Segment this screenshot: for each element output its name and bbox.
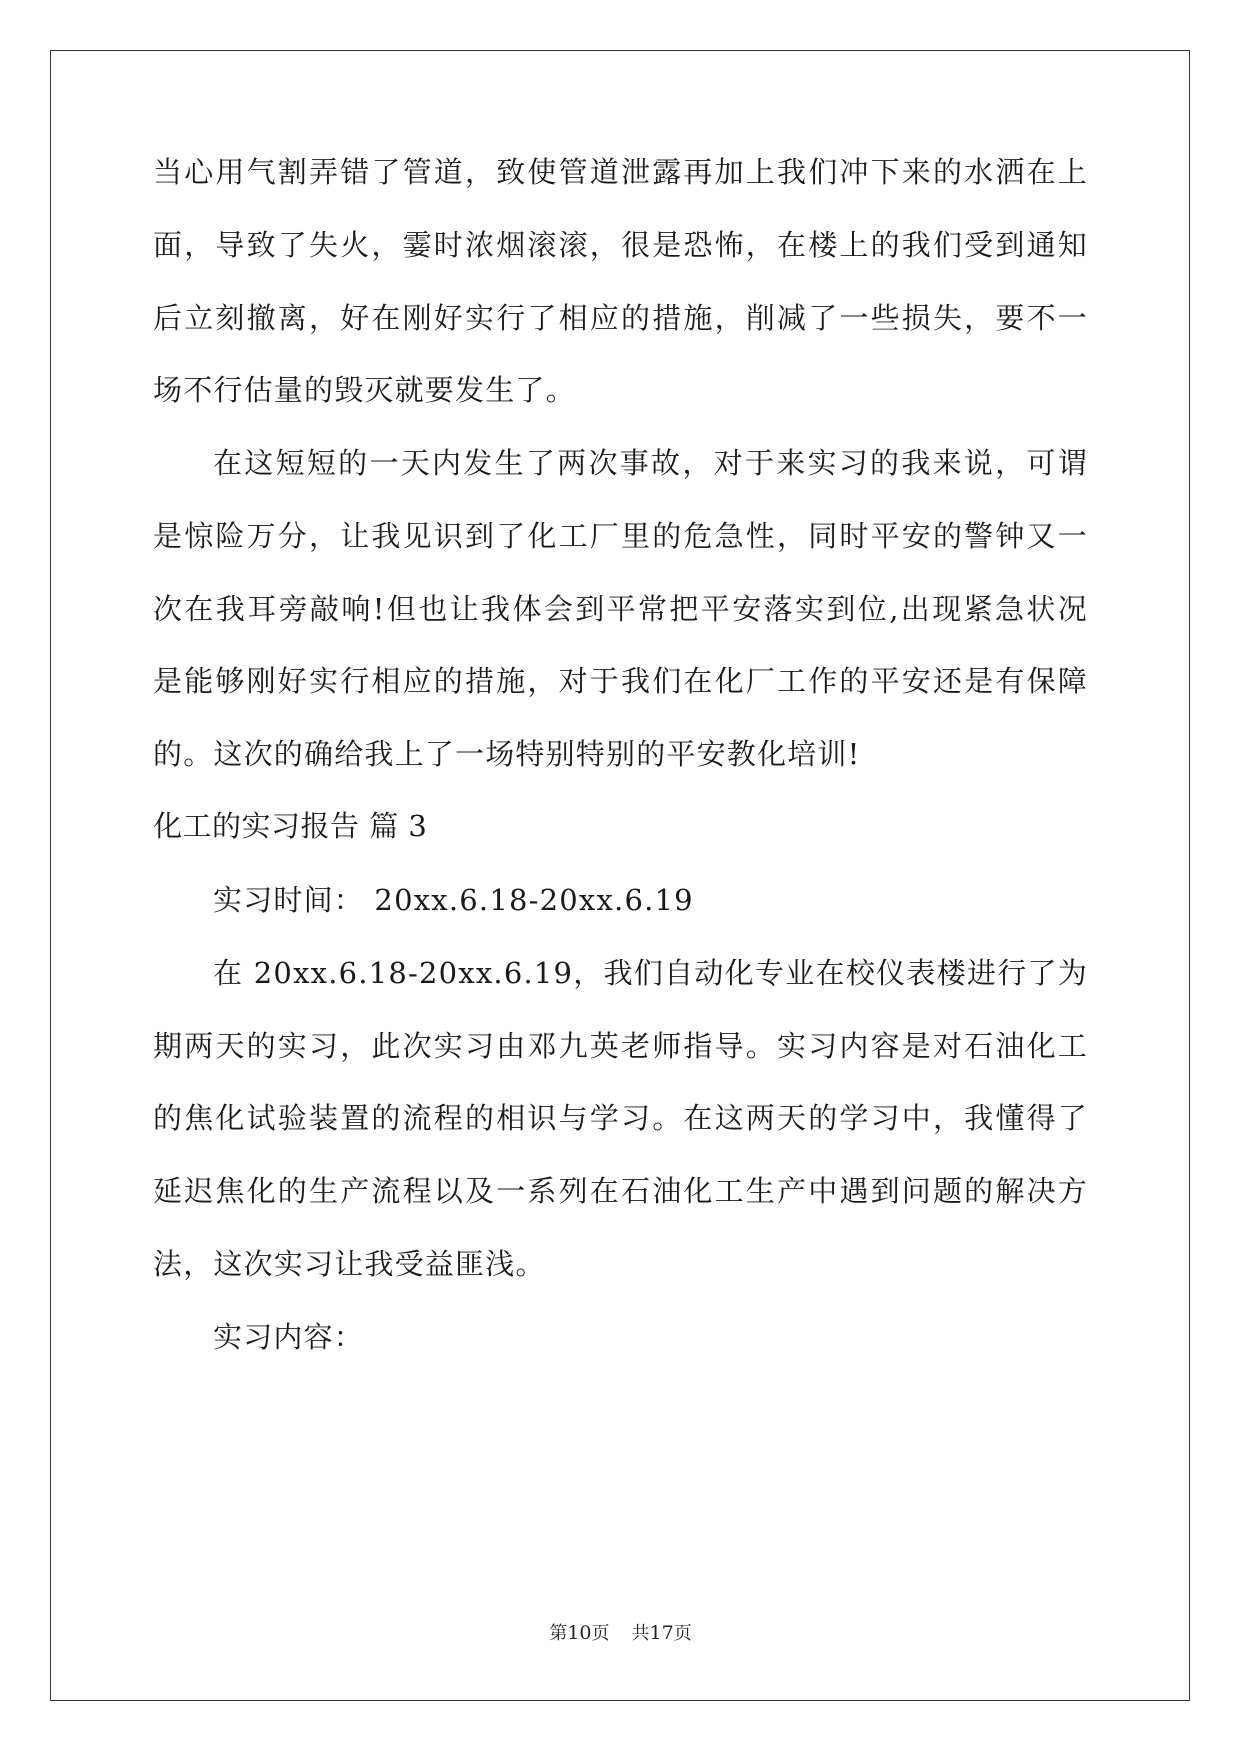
paragraph-line: 后立刻撤离，好在刚好实行了相应的措施，削减了一些损失，要不一 — [153, 301, 1088, 335]
footer-page-suffix: 页 — [591, 1623, 610, 1644]
footer-page-prefix: 第 — [549, 1623, 568, 1644]
section-heading: 化工的实习报告 篇 3 — [153, 809, 428, 843]
paragraph-first-line: 在 20xx.6.18-20xx.6.19，我们自动化专业在校仪表楼进行了为 — [213, 956, 1088, 990]
paragraph-line: 面，导致了失火，霎时浓烟滚滚，很是恐怖，在楼上的我们受到通知 — [153, 228, 1088, 262]
paragraph-line: 期两天的实习，此次实习由邓九英老师指导。实习内容是对石油化工 — [153, 1029, 1088, 1063]
paragraph-line: 延迟焦化的生产流程以及一系列在石油化工生产中遇到问题的解决方 — [153, 1174, 1088, 1208]
paragraph-line: 的焦化试验装置的流程的相识与学习。在这两天的学习中，我懂得了 — [153, 1101, 1088, 1135]
internship-content-label: 实习内容： — [213, 1320, 365, 1354]
page-footer — [0, 1621, 1241, 1646]
paragraph-line: 法，这次实习让我受益匪浅。 — [153, 1247, 546, 1281]
paragraph-line: 是能够刚好实行相应的措施，对于我们在化厂工作的平安还是有保障 — [153, 664, 1088, 698]
footer-total-prefix: 共 — [631, 1623, 650, 1644]
paragraph-first-line: 在这短短的一天内发生了两次事故，对于来实习的我来说，可谓 — [213, 446, 1088, 480]
paragraph-line: 当心用气割弄错了管道，致使管道泄露再加上我们冲下来的水洒在上 — [153, 155, 1088, 189]
footer-total-pages: 17 — [649, 1622, 674, 1644]
footer-page-number: 10 — [567, 1622, 592, 1644]
footer-total-suffix: 页 — [673, 1623, 692, 1644]
paragraph-line: 场不行估量的毁灭就要发生了。 — [153, 373, 576, 407]
internship-time: 实习时间： 20xx.6.18-20xx.6.19 — [213, 883, 694, 917]
paragraph-line: 次在我耳旁敲响!但也让我体会到平常把平安落实到位,出现紧急状况 — [153, 592, 1088, 626]
paragraph-line: 是惊险万分，让我见识到了化工厂里的危急性，同时平安的警钟又一 — [153, 519, 1088, 553]
paragraph-line: 的。这次的确给我上了一场特别特别的平安教化培训! — [153, 737, 861, 771]
